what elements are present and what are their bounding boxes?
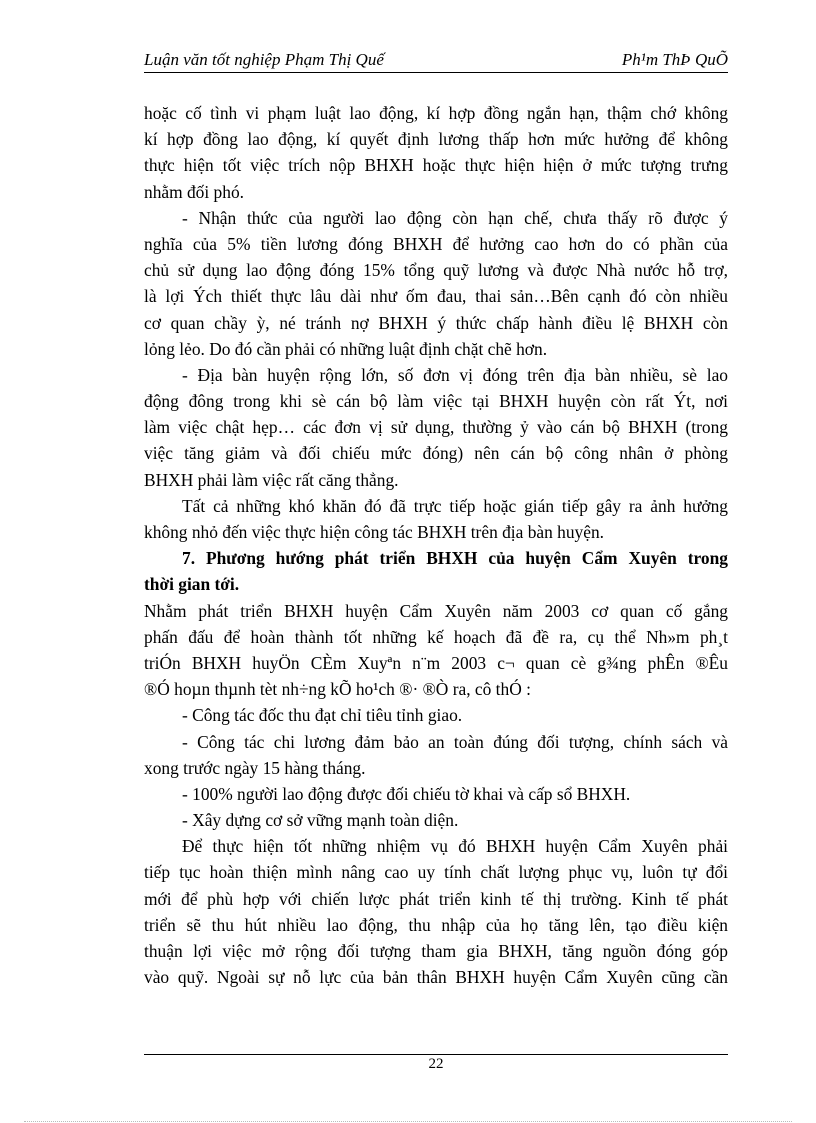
paragraph-line: cơ quan chầy ỳ, né tránh nợ BHXH ý thức chấp hành điều lệ BHXH còn [144,312,728,333]
paragraph-line: làm việc chật hẹp… các đơn vị sử dụng, thường ỷ vào cán bộ BHXH (trong [144,417,728,438]
paragraph-line: Tất cả những khó khăn đó đã trực tiếp hoặc gián tiếp gây ra ảnh hưởng [182,495,728,516]
paragraph-line: động đông trong khi sè cán bộ làm việc tại BHXH huyện còn rất Ýt, nơi [144,391,728,412]
paragraph-line: BHXH phải làm việc rất căng thẳng. [144,469,399,490]
header-title: Luận văn tốt nghiệp Phạm Thị Quế [144,50,384,69]
paragraph-line: thuận lợi việc mở rộng đối tượng tham gia BHXH, tăng nguồn đóng góp [144,941,728,961]
paragraph-line: chủ sử dụng lao động đóng 15% tổng quỹ lương và được Nhà nước hỗ trợ, [144,260,728,281]
paragraph-line: - Nhận thức của người lao động còn hạn chế, chưa thấy rõ được ý [182,207,728,228]
paragraph-line: nghĩa của 5% tiền lương đóng BHXH để hưởng cao hơn do có phần của [144,233,728,254]
paragraph-line: mới để phù hợp với chiến lược phát triển kinh tế thị trường. Kinh tế phát [144,888,728,909]
paragraph-line: tiếp tục hoàn thiện mình nâng cao uy tính chất lượng phục vụ, luôn tự đổi [144,862,728,883]
paragraph-line: Để thực hiện tốt những nhiệm vụ đó BHXH huyện Cẩm Xuyên phải [182,836,728,857]
page-number: 22 [428,1056,444,1072]
paragraph-line: - Công tác đốc thu đạt chỉ tiêu tỉnh giao. [182,705,463,726]
paragraph-line: kí hợp đồng lao động, kí quyết định lương thấp hơn mức hưởng để không [144,129,728,150]
paragraph-line: thực hiện tốt việc trích nộp BHXH hoặc thực hiện hiện ở mức tượng trưng [144,155,728,176]
paragraph-line: triển sẽ thu hút nhiều lao động, thu nhập của họ tăng lên, tạo điều kiện [144,914,728,935]
paragraph-line: là lợi Ých thiết thực lâu dài như ốm đau, thai sản…Bên cạnh đó còn nhiều [144,286,728,307]
footer-divider [144,1054,728,1055]
page-bottom-border [24,1121,792,1122]
section-heading-line: 7. Phương hướng phát triển BHXH của huyện Cẩm Xuyên trong [182,548,728,569]
paragraph-line: việc tăng giảm và đối chiếu mức đóng) nên cán bộ công nhân ở phòng [144,443,728,464]
paragraph-line: - Xây dựng cơ sở vững mạnh toàn diện. [182,810,459,831]
paragraph-line: triÓn BHXH huyÖn CÈm Xuyªn n¨m 2003 c¬ quan cè g¾ng phÊn ®Êu [144,652,728,673]
page-header [144,48,728,73]
paragraph-line: vào quỹ. Ngoài sự nỗ lực của bản thân BHXH huyện Cẩm Xuyên cũng cần [144,967,728,988]
paragraph-line: không nhỏ đến việc thực hiện công tác BHXH trên địa bàn huyện. [144,522,605,542]
paragraph-line: - 100% người lao động được đối chiếu tờ khai và cấp sổ BHXH. [182,783,631,804]
paragraph-line: xong trước ngày 15 hàng tháng. [144,757,366,778]
document-body [144,100,728,990]
paragraph-line: phấn đấu để hoàn thành tốt những kế hoạch đã đề ra, cụ thể Nh»m ph¸t [144,626,728,647]
paragraph-line: hoặc cố tình vi phạm luật lao động, kí hợp đồng ngắn hạn, thậm chớ không [144,103,728,123]
paragraph-line: ®Ó hoµn thµnh tèt nh÷ng kÕ ho¹ch ®· ®Ò ra, cô thÓ : [144,679,531,700]
paragraph-line: - Địa bàn huyện rộng lớn, số đơn vị đóng trên địa bàn nhiều, sè lao [182,364,728,385]
header-author: Ph¹m ThÞ QuÕ [621,50,728,69]
section-heading-line: thời gian tới. [144,574,240,595]
paragraph-line: Nhằm phát triển BHXH huyện Cẩm Xuyên năm 2003 cơ quan cố gắng [144,600,728,621]
paragraph-line: - Công tác chi lương đảm bảo an toàn đúng đối tượng, chính sách và [182,731,728,752]
paragraph-line: nhằm đối phó. [144,181,244,202]
paragraph-line: lỏng lẻo. Do đó cần phải có những luật định chặt chẽ hơn. [144,338,548,359]
